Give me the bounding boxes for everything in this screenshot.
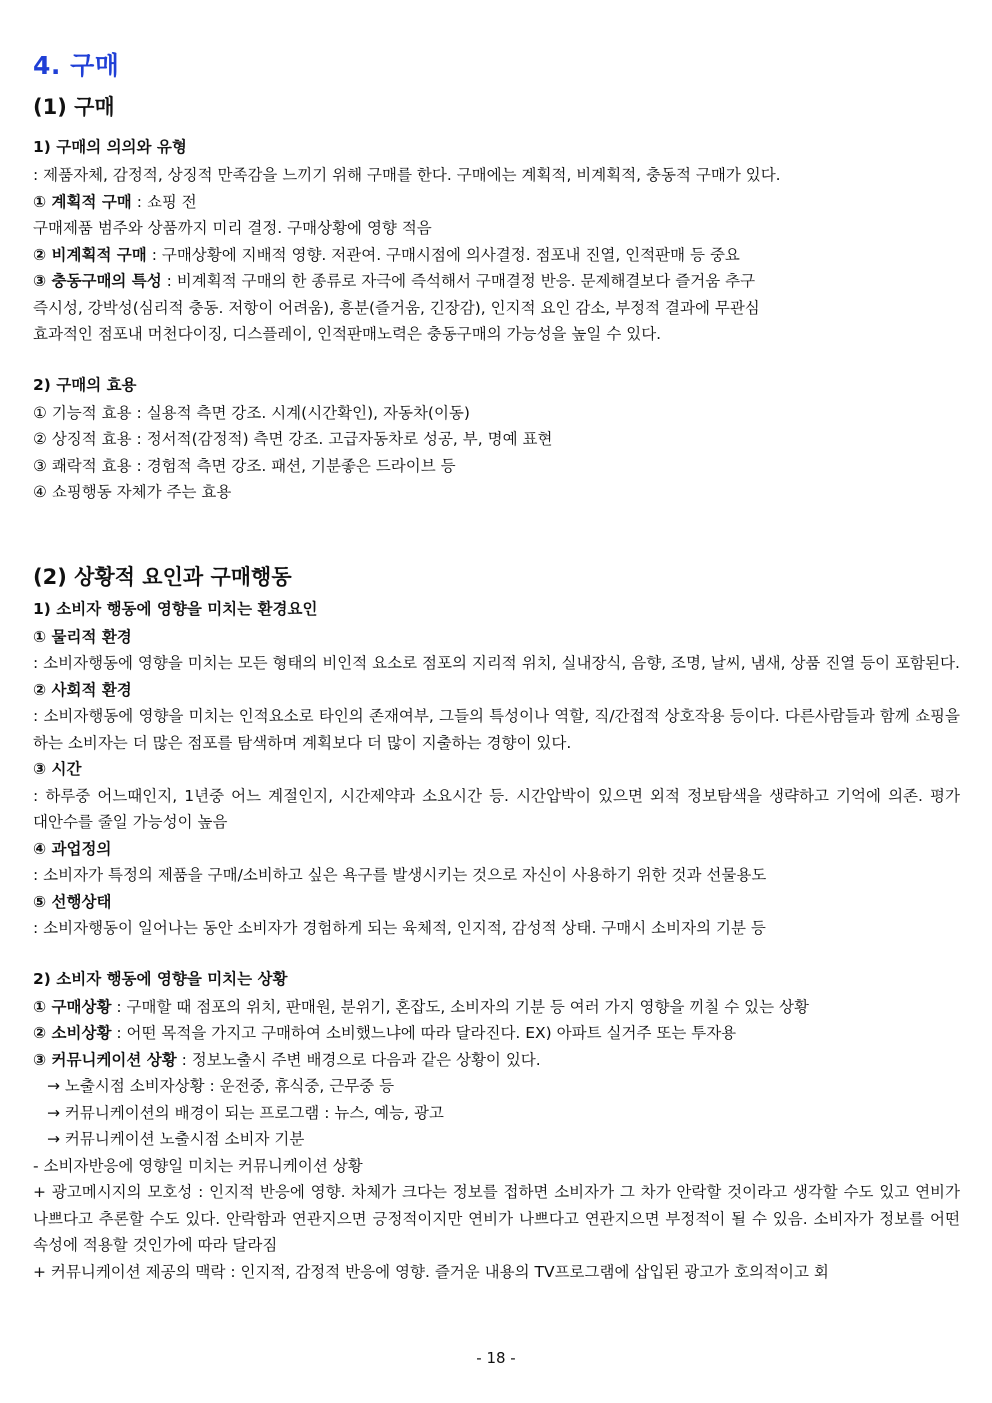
consumption-situation	[33, 1020, 960, 1047]
communication-item: → 커뮤니케이션의 배경이 되는 프로그램 : 뉴스, 예능, 광고	[47, 1103, 444, 1122]
page-number: - 18 -	[476, 1349, 516, 1367]
antecedent-state-label: ⑤ 선행상태	[33, 892, 112, 911]
impulse-purchase-label: ③ 충동구매의 특성	[33, 272, 162, 290]
document-page	[33, 48, 960, 1285]
planned-purchase-label: ① 계획적 구매	[33, 192, 132, 211]
time-label: ③ 시간	[33, 760, 82, 778]
planned-purchase-detail: 구매제품 범주와 상품까지 미리 결정. 구매상황에 영향 적음	[33, 219, 432, 237]
task-definition-text: : 소비자가 특정의 제품을 구매/소비하고 싶은 욕구를 발생시키는 것으로 자신이 사용하기 위한 것과 선물용도	[33, 866, 767, 884]
communication-item: → 커뮤니케이션 노출시점 소비자 기분	[47, 1130, 305, 1148]
impulse-purchase-line-2: 즉시성, 강박성(심리적 충동. 저항이 어려움), 흥분(즐거움, 긴장감), 인지적 요인 감소, 부정적 결과에 무관심	[33, 298, 760, 317]
utility-item: ④ 쇼핑행동 자체가 주는 효용	[33, 483, 232, 501]
communication-situation-text: : 정보노출시 주변 배경으로 다음과 같은 상황이 있다.	[176, 1050, 541, 1069]
utility-item: ② 상징적 효용 : 정서적(감정적) 측면 강조. 고급자동차로 성공, 부, 명예 표현	[33, 430, 553, 448]
planned-purchase-text: : 쇼핑 전	[131, 192, 197, 211]
section-2-sub-2-title: 2) 소비자 행동에 영향을 미치는 상황	[33, 969, 288, 988]
unplanned-purchase-text: : 구매상황에 지배적 영향. 저관여. 구매시점에 의사결정. 점포내 진열, 인적판매 등 중요	[146, 245, 740, 264]
impulse-purchase-line-3: 효과적인 점포내 머천다이징, 디스플레이, 인적판매노력은 충동구매의 가능성을 높일 수 있다.	[33, 325, 662, 343]
purchase-types-intro: : 제품자체, 감정적, 상징적 만족감을 느끼기 위해 구매를 한다. 구매에는 계획적, 비계획적, 충동적 구매가 있다.	[33, 166, 781, 184]
section-1-title: (1) 구매	[33, 95, 115, 119]
section-2-sub-1-title: 1) 소비자 행동에 영향을 미치는 환경요인	[33, 599, 318, 618]
antecedent-state-text: : 소비자행동이 일어나는 동안 소비자가 경험하게 되는 육체적, 인지적, 감성적 상태. 구매시 소비자의 기분 등	[33, 919, 766, 937]
purchase-situation	[33, 994, 960, 1021]
communication-item: → 노출시점 소비자상황 : 운전중, 휴식중, 근무중 등	[47, 1077, 395, 1095]
spacer	[33, 506, 960, 562]
spacer	[33, 348, 960, 370]
section-1-sub-1-title: 1) 구매의 의의와 유형	[33, 138, 187, 156]
purchase-situation-label: ① 구매상황	[33, 997, 112, 1016]
task-definition-label: ④ 과업정의	[33, 839, 112, 858]
physical-environment-label: ① 물리적 환경	[33, 627, 132, 646]
section-2-title: (2) 상황적 요인과 구매행동	[33, 564, 292, 589]
purchase-situation-text: : 구매할 때 점포의 위치, 판매원, 분위기, 혼잡도, 소비자의 기분 등 여러 가지 영향을 끼칠 수 있는 상황	[111, 997, 809, 1016]
chapter-title: 4. 구매	[33, 51, 120, 80]
consumption-situation-text: : 어떤 목적을 가지고 구매하여 소비했느냐에 따라 달라진다. EX) 아파트 실거주 또는 투자용	[111, 1024, 737, 1042]
utility-item: ③ 쾌락적 효용 : 경험적 측면 강조. 패션, 기분좋은 드라이브 등	[33, 456, 456, 475]
response-situation-line: - 소비자반응에 영향일 미치는 커뮤니케이션 상황	[33, 1156, 363, 1175]
unplanned-purchase	[33, 242, 960, 269]
social-environment-text: : 소비자행동에 영향을 미치는 인적요소로 타인의 존재여부, 그들의 특성이나 역할, 직/간접적 상호작용 등이다. 다른사람들과 함께 쇼핑을 하는 소비자는 더 많은 점포를 탐색하며 계획보다 더 많이 지출하는 경향이 있다.	[33, 707, 960, 752]
physical-environment-text: : 소비자행동에 영향을 미치는 모든 형태의 비인적 요소로 점포의 지리적 위치, 실내장식, 음향, 조명, 날씨, 냄새, 상품 진열 등이 포함된다.	[33, 654, 960, 672]
communication-context-text: + 커뮤니케이션 제공의 맥락 : 인지적, 감정적 반응에 영향. 즐거운 내용의 TV프로그램에 삽입된 광고가 호의적이고 회	[33, 1262, 829, 1281]
spacer	[33, 942, 960, 964]
social-environment-label: ② 사회적 환경	[33, 680, 132, 699]
time-text: : 하루중 어느때인지, 1년중 어느 계절인지, 시간제약과 소요시간 등. 시간압박이 있으면 외적 정보탐색을 생략하고 기억에 의존. 평가 대안수를 줄일 가능성이 높음	[33, 786, 960, 831]
impulse-purchase-text: : 비계획적 구매의 한 종류로 자극에 즉석해서 구매결정 반응. 문제해결보다 즐거움 추구	[161, 272, 756, 290]
message-ambiguity-text: + 광고메시지의 모호성 : 인지적 반응에 영향. 차체가 크다는 정보를 접하면 소비자가 그 차가 안락할 것이라고 생각할 수도 있고 연비가 나쁘다고 추론할 수도 있다. 안락함과 연관지으면 긍정적이지만 연비가 나쁘다고 연관지으면 부정적이 될 수 있음. 소비자가 정보를 어떤 속성에 적용할 것인가에 따라 달라짐	[33, 1183, 960, 1254]
communication-situation	[33, 1047, 960, 1074]
section-1-sub-2-title: 2) 구매의 효용	[33, 375, 137, 394]
communication-situation-label: ③ 커뮤니케이션 상황	[33, 1050, 177, 1069]
consumption-situation-label: ② 소비상황	[33, 1024, 112, 1042]
impulse-purchase	[33, 268, 960, 295]
utility-item: ① 기능적 효용 : 실용적 측면 강조. 시계(시간확인), 자동차(이동)	[33, 403, 470, 422]
planned-purchase	[33, 189, 960, 216]
unplanned-purchase-label: ② 비계획적 구매	[33, 245, 147, 264]
